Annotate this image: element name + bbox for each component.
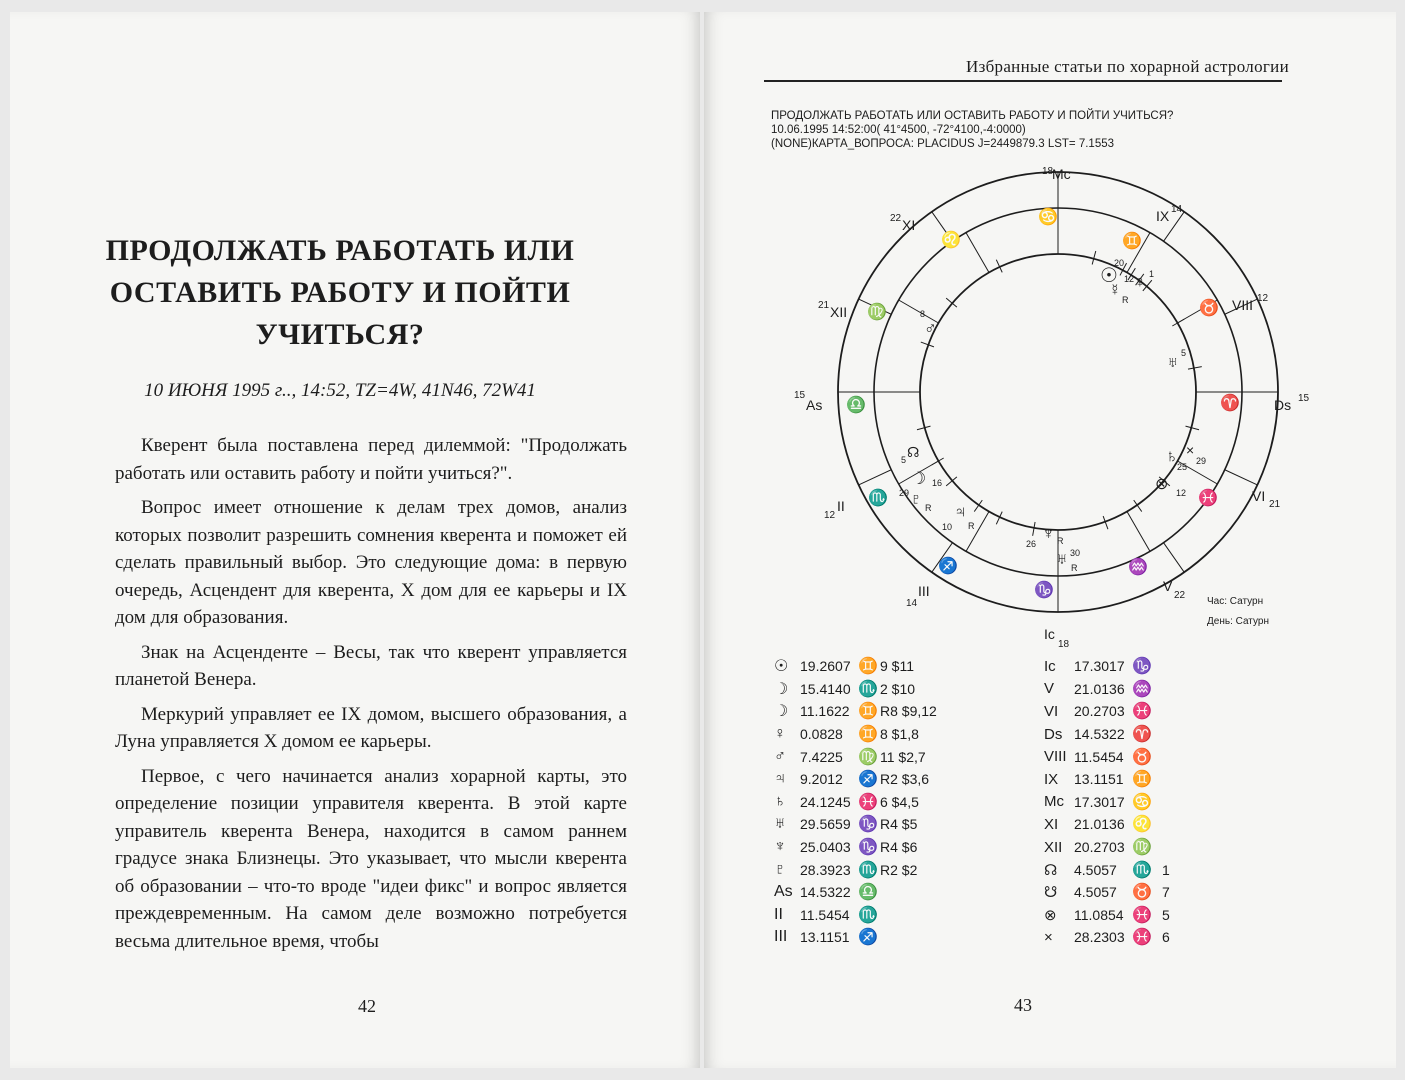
scorpio-sign: ♏	[868, 490, 888, 507]
saturn-glyph: ♄	[1165, 446, 1179, 466]
venus-degree: 1	[1149, 269, 1155, 279]
page-number: 42	[358, 996, 376, 1016]
position-row	[774, 836, 970, 859]
position-glyph: ♆	[774, 838, 786, 856]
position-extra: 7	[1162, 884, 1170, 901]
hour-ruler: Час: Сатурн	[1207, 596, 1264, 607]
cusp-degree: 21	[1269, 499, 1281, 510]
cusp-degree: 14	[1171, 204, 1183, 215]
position-degree: 20.2703	[1074, 703, 1125, 720]
position-row	[1044, 723, 1192, 746]
position-row	[1044, 655, 1192, 678]
cusp-degree: 12	[824, 510, 836, 521]
position-degree: 11.0854	[1074, 906, 1124, 923]
position-row	[1044, 926, 1192, 949]
position-degree: 13.1151	[1074, 771, 1124, 788]
position-sign: ♏	[1132, 861, 1152, 879]
position-degree: 21.0136	[1074, 680, 1125, 697]
position-row	[1044, 678, 1192, 701]
uranus-glyph: ♅	[1167, 354, 1179, 371]
position-degree: 17.3017	[1074, 658, 1125, 675]
position-row	[774, 745, 970, 768]
position-glyph: XI	[1044, 815, 1059, 833]
chart-legend	[1207, 592, 1269, 632]
position-row	[1044, 700, 1192, 723]
title-line: ОСТАВИТЬ РАБОТУ И ПОЙТИ	[109, 276, 571, 309]
paragraph: Знак на Асценденте – Весы, так что кверент управляется планетой Венера.	[115, 641, 627, 690]
neptune-glyph: ♆	[1042, 524, 1055, 543]
jupiter-retro: R	[968, 521, 975, 531]
position-sign: ♍	[1132, 839, 1152, 857]
position-glyph: Mc	[1044, 793, 1064, 811]
ds-degree: 15	[1298, 393, 1310, 404]
mc-label: Mc	[1052, 166, 1071, 182]
position-row	[774, 904, 970, 927]
cusp-degree: 12	[1257, 293, 1269, 304]
as-degree: 15	[794, 390, 806, 401]
position-degree: 11.5454	[1074, 748, 1124, 765]
uranus2-degree: 30	[1070, 548, 1081, 558]
position-degree: 11.5454	[800, 906, 850, 923]
position-glyph: Ds	[1044, 725, 1063, 743]
position-sign: ♊	[1132, 771, 1152, 789]
position-degree: 9.2012	[800, 771, 843, 788]
paragraph: Кверент была поставлена перед дилеммой: "Продолжать работать или оставить работу и пойти учиться?".	[115, 435, 627, 484]
position-sign: ♋	[1132, 793, 1152, 811]
position-degree: 11.1622	[800, 703, 850, 720]
position-degree: 15.4140	[800, 680, 851, 697]
position-row	[774, 926, 970, 949]
position-sign: ♐	[858, 771, 878, 789]
cusp-label: XI	[902, 217, 916, 233]
cusp-label: IX	[1156, 208, 1170, 224]
node-glyph: ☊	[907, 444, 920, 460]
position-glyph: V	[1044, 680, 1055, 698]
position-degree: 28.3923	[800, 861, 851, 878]
chart-info: 10 ИЮНЯ 1995 г.., 14:52, TZ=4W, 41N46, 72W41	[144, 380, 536, 401]
cusp-label: XII	[830, 304, 848, 320]
position-sign: ♏	[858, 861, 878, 879]
part-of-fortune-degree: 12	[1176, 488, 1187, 498]
position-extra: 1	[1162, 861, 1170, 878]
uranus-degree: 5	[1181, 348, 1187, 358]
moon-glyph: ☽	[911, 469, 927, 488]
position-sign: ♓	[858, 793, 878, 811]
cusp-label: III	[918, 583, 930, 599]
position-row	[1044, 791, 1192, 814]
middle-ring	[874, 208, 1242, 576]
sign-divider	[1164, 543, 1185, 572]
running-head: Избранные статьи по хорарной астрологии	[966, 57, 1289, 76]
pisces-sign: ♓	[1198, 490, 1218, 507]
position-degree: 0.0828	[800, 726, 843, 743]
position-glyph: III	[774, 928, 788, 946]
position-sign: ♓	[1132, 906, 1152, 924]
position-row	[774, 791, 970, 814]
position-degree: 25.0403	[800, 839, 851, 856]
cusp-label: V	[1163, 578, 1173, 594]
cusp-label: VI	[1252, 488, 1266, 504]
virgo-sign: ♍	[867, 304, 887, 321]
house-cusp	[966, 233, 989, 273]
libra-sign: ♎	[846, 397, 866, 414]
position-glyph: As	[774, 883, 793, 901]
position-glyph: ☽	[774, 680, 789, 698]
position-sign: ♌	[1132, 816, 1152, 834]
cusp-label: VIII	[1232, 297, 1254, 313]
planet-positions-table	[774, 655, 970, 949]
house-cusp	[966, 512, 989, 552]
position-row	[774, 700, 970, 723]
paragraph: Первое, с чего начинается анализ хорарной карты, это определение позиции управителя кверента. В этой карте управитель кверента Венера, находится в самом раннем градусе знака Близнецы. Это указывает, что мысли кверента об образовании – что-то вроде "идеи фикс" и вопрос является преждевременным. На самом деле возможно потребуется весьма длительное время, чтобы	[115, 765, 627, 952]
mars-degree: 8	[920, 309, 926, 319]
position-degree: 7.4225	[800, 748, 843, 765]
neptune-degree: 26	[1026, 539, 1037, 549]
position-sign: ♓	[1132, 703, 1152, 721]
position-degree: 17.3017	[1074, 793, 1125, 810]
position-extra: 9 $11	[880, 658, 914, 675]
title-line: УЧИТЬСЯ?	[255, 318, 425, 351]
position-row	[774, 813, 970, 836]
position-glyph: ×	[1044, 928, 1053, 946]
position-degree: 4.5057	[1074, 884, 1117, 901]
position-glyph: VIII	[1044, 748, 1067, 766]
mercury-glyph: ☿	[1109, 282, 1121, 299]
position-extra: R2 $3,6	[880, 771, 930, 788]
title-line: ПРОДОЛЖАТЬ РАБОТАТЬ ИЛИ	[105, 234, 575, 267]
position-extra: 6	[1162, 929, 1170, 946]
sagittarius-sign: ♐	[938, 558, 958, 575]
house-positions-table	[1044, 655, 1192, 949]
saturn-degree: 25	[1177, 462, 1188, 472]
capricorn-sign: ♑	[1034, 582, 1054, 599]
paragraph: Меркурий управляет ее IX домом, высшего образования, а Луна управляется X домом ее карьеры.	[115, 703, 627, 752]
position-sign: ♐	[858, 929, 878, 947]
position-sign: ♎	[858, 884, 878, 902]
position-row	[1044, 881, 1192, 904]
position-sign: ♑	[858, 816, 878, 834]
position-glyph: ☋	[1044, 884, 1058, 902]
chart-header-line: 10.06.1995 14:52:00( 41°4500, -72°4100,-4:0000)	[771, 124, 1026, 136]
day-ruler: День: Сатурн	[1207, 616, 1269, 627]
ic-degree: 18	[1058, 639, 1070, 650]
cusp-degree: 22	[1174, 590, 1186, 601]
position-row	[1044, 858, 1192, 881]
position-extra: 6 $4,5	[880, 793, 919, 810]
cancer-sign: ♋	[1038, 209, 1058, 226]
position-sign: ♈	[1132, 726, 1152, 744]
position-degree: 24.1245	[800, 793, 851, 810]
sun-glyph: ☉	[1100, 265, 1118, 287]
position-row	[774, 881, 970, 904]
position-glyph: IX	[1044, 770, 1059, 788]
pluto-retro: R	[925, 503, 932, 513]
sun-degree: 20	[1114, 258, 1125, 268]
jupiter-degree: 10	[942, 522, 953, 532]
cusp-label: II	[837, 498, 845, 514]
leo-sign: ♌	[941, 232, 961, 249]
position-sign: ♉	[1132, 748, 1152, 766]
position-glyph: ⊗	[1044, 906, 1057, 924]
position-degree: 28.2303	[1074, 929, 1125, 946]
position-sign: ♑	[858, 839, 878, 857]
position-row	[774, 678, 970, 701]
left-page	[10, 12, 700, 1068]
position-glyph: ♂	[774, 747, 786, 765]
position-row	[1044, 836, 1192, 859]
position-sign: ♏	[858, 680, 878, 698]
mars-glyph: ♂	[924, 319, 937, 338]
position-row	[1044, 904, 1192, 927]
position-degree: 19.2607	[800, 658, 851, 675]
cusp-degree: 14	[906, 598, 918, 609]
position-row	[1044, 813, 1192, 836]
aries-sign: ♈	[1220, 395, 1240, 412]
position-degree: 14.5322	[800, 884, 851, 901]
mercury-retro: R	[1122, 295, 1129, 305]
chapter-title	[90, 230, 590, 356]
position-glyph: ☽	[774, 703, 789, 721]
position-sign: ♑	[1132, 658, 1152, 676]
position-glyph: ♅	[774, 815, 786, 833]
mercury-degree: 12	[1124, 274, 1135, 284]
node-degree: 5	[901, 455, 907, 465]
fortune-part-degree: 29	[1196, 456, 1207, 466]
position-glyph: XII	[1044, 838, 1063, 856]
position-sign: ♒	[1132, 680, 1152, 698]
gemini-sign: ♊	[1122, 233, 1142, 250]
sign-divider	[1225, 470, 1258, 485]
sign-divider	[859, 470, 892, 485]
position-extra: R8 $9,12	[880, 703, 937, 720]
part-of-fortune-glyph: ⊗	[1155, 476, 1169, 493]
position-sign: ♊	[858, 726, 878, 744]
position-glyph: ♃	[774, 770, 786, 788]
paragraph: Вопрос имеет отношение к делам трех домов, анализ которых позволит разрешить сомнения кверента и поможет ей сделать правильный выбор. Это следующие дома: в первую очередь, Асцендент для кверента, X дом для ее карьеры и IX дом для образования.	[115, 497, 627, 628]
uranus2-retro: R	[1071, 563, 1078, 573]
position-degree: 14.5322	[1074, 726, 1125, 743]
page-number: 43	[1014, 995, 1032, 1015]
position-row	[774, 768, 970, 791]
taurus-sign: ♉	[1199, 300, 1219, 317]
jupiter-glyph: ♃	[954, 502, 967, 521]
mc-degree: 18	[1042, 166, 1054, 177]
chart-header-line: (NONE)КАРТА_ВОПРОСА: PLACIDUS J=2449879.3 LST= 7.1553	[771, 138, 1115, 150]
position-glyph: Ic	[1044, 657, 1056, 675]
position-degree: 29.5659	[800, 816, 851, 833]
neptune-retro: R	[1057, 536, 1064, 546]
position-glyph: ♄	[774, 792, 786, 810]
ic-label: Ic	[1044, 626, 1055, 642]
position-row	[774, 723, 970, 746]
aquarius-sign: ♒	[1128, 559, 1148, 576]
position-sign: ♊	[858, 658, 878, 676]
position-sign: ♏	[858, 906, 878, 924]
position-glyph: ☊	[1044, 861, 1058, 879]
cusp-degree: 22	[890, 213, 902, 224]
position-extra: 5	[1162, 906, 1170, 923]
cusp-degree: 21	[818, 300, 830, 311]
position-degree: 21.0136	[1074, 816, 1125, 833]
position-row	[1044, 745, 1192, 768]
chart-header-line: ПРОДОЛЖАТЬ РАБОТАТЬ ИЛИ ОСТАВИТЬ РАБОТУ И ПОЙТИ УЧИТЬСЯ?	[771, 110, 1174, 122]
position-extra: 11 $2,7	[880, 748, 926, 765]
house-cusp	[1127, 512, 1150, 552]
position-extra: R4 $5	[880, 816, 918, 833]
position-sign: ♉	[1132, 884, 1152, 902]
position-glyph: ♇	[774, 860, 786, 878]
position-glyph: ♀	[774, 725, 786, 743]
position-degree: 4.5057	[1074, 861, 1117, 878]
position-extra: 8 $1,8	[880, 726, 919, 743]
pluto-glyph: ♇	[910, 491, 922, 508]
fortune-part-glyph: ×	[1186, 442, 1195, 458]
position-sign: ♍	[858, 748, 878, 766]
position-row	[774, 655, 970, 678]
position-glyph: ☉	[774, 658, 789, 676]
position-degree: 13.1151	[800, 929, 850, 946]
body-text	[115, 432, 627, 955]
uranus2-glyph: ♅	[1056, 551, 1068, 568]
pluto-degree: 29	[899, 488, 910, 498]
right-page	[704, 12, 1396, 1068]
position-extra: R4 $6	[880, 839, 918, 856]
as-label: As	[806, 397, 823, 413]
position-sign: ♊	[858, 703, 878, 721]
position-row	[774, 858, 970, 881]
position-degree: 20.2703	[1074, 839, 1125, 856]
position-extra: 2 $10	[880, 680, 916, 697]
venus-glyph: ♀	[1134, 274, 1146, 291]
position-row	[1044, 768, 1192, 791]
ds-label: Ds	[1274, 397, 1292, 413]
position-extra: R2 $2	[880, 861, 918, 878]
position-glyph: VI	[1044, 702, 1059, 720]
position-glyph: II	[774, 905, 783, 923]
moon-degree: 16	[932, 478, 943, 488]
position-sign: ♓	[1132, 929, 1152, 947]
